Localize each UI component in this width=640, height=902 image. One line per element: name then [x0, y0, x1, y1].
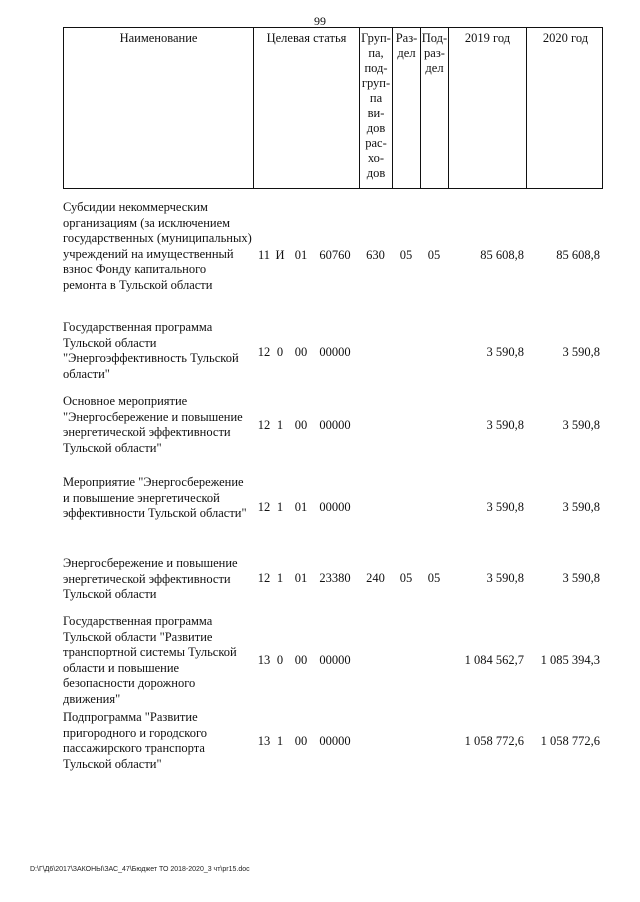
code-event: 00: [294, 418, 308, 432]
file-path-footer: D:\Г\Д6\2017\ЗАКОНЫ\ЗАС_47\Бюджет ТО 2018-2020_3 чт\pr15.doc: [30, 866, 250, 873]
group-code: 240: [366, 571, 385, 585]
header-name: Наименование: [64, 28, 254, 188]
header-group-line: Груп-: [361, 31, 391, 45]
section-code: 05: [399, 248, 413, 262]
header-section: [393, 28, 421, 188]
value-2020: 3 590,8: [562, 500, 600, 514]
value-2019: 85 608,8: [480, 248, 524, 262]
value-2019: 1 058 772,6: [464, 734, 524, 748]
row-name: Субсидии некоммерческим организациям (за исключением государственных (муниципальных) учреждений на имущественный взнос Фонду капитального ремонта в Тульской области: [63, 200, 252, 292]
header-section-line: Раз-: [395, 31, 418, 45]
code-event: 00: [294, 345, 308, 359]
header-target: Целевая статья: [254, 28, 360, 188]
table-header: [63, 27, 603, 189]
code-event: 01: [294, 248, 308, 262]
code-subprogram: 1: [276, 418, 284, 432]
code-program: 13: [257, 734, 271, 748]
row-name: Основное мероприятие "Энергосбережение и повышение энергетической эффективности Тульской области": [63, 394, 243, 455]
header-group-line: па,: [368, 46, 384, 60]
code-program: 12: [257, 418, 271, 432]
code-direction: 00000: [319, 653, 351, 667]
code-subprogram: И: [275, 248, 285, 262]
row-name: Государственная программа Тульской области "Энергоэффективность Тульской области": [63, 320, 239, 381]
header-2019: 2019 год: [449, 28, 527, 188]
header-group-line: дов: [366, 121, 386, 135]
group-code: 630: [366, 248, 385, 262]
row-name: Мероприятие "Энергосбережение и повышение энергетической эффективности Тульской области": [63, 475, 247, 520]
subsection-code: 05: [427, 248, 441, 262]
code-direction: 60760: [319, 248, 351, 262]
section-code: 05: [399, 571, 413, 585]
value-2020: 3 590,8: [562, 571, 600, 585]
code-direction: 00000: [319, 500, 351, 514]
header-subsection-line: раз-: [424, 46, 445, 60]
row-name: Подпрограмма "Развитие пригородного и городского пассажирского транспорта Тульской области": [63, 710, 208, 771]
header-section-line: дел: [397, 46, 416, 60]
code-direction: 00000: [319, 734, 351, 748]
code-direction: 00000: [319, 418, 351, 432]
code-subprogram: 1: [276, 571, 284, 585]
header-subsection-line: Под-: [421, 31, 448, 45]
header-group-line: рас-: [365, 136, 387, 150]
page-number: 99: [314, 14, 326, 28]
value-2020: 1 058 772,6: [540, 734, 600, 748]
header-group-line: под-: [364, 61, 388, 75]
header-group-line: дов: [366, 166, 386, 180]
code-program: 12: [257, 571, 271, 585]
code-program: 12: [257, 500, 271, 514]
code-subprogram: 0: [276, 345, 284, 359]
header-group: [360, 28, 393, 188]
value-2019: 1 084 562,7: [464, 653, 524, 667]
code-event: 00: [294, 653, 308, 667]
value-2020: 1 085 394,3: [540, 653, 600, 667]
subsection-code: 05: [427, 571, 441, 585]
code-program: 11: [257, 248, 271, 262]
header-group-line: хо-: [367, 151, 385, 165]
code-subprogram: 0: [276, 653, 284, 667]
code-program: 12: [257, 345, 271, 359]
header-subsection-line: дел: [425, 61, 444, 75]
code-subprogram: 1: [276, 734, 284, 748]
code-subprogram: 1: [276, 500, 284, 514]
value-2019: 3 590,8: [486, 500, 524, 514]
code-event: 01: [294, 571, 308, 585]
value-2020: 3 590,8: [562, 418, 600, 432]
value-2019: 3 590,8: [486, 571, 524, 585]
header-subsection: [421, 28, 449, 188]
value-2020: 85 608,8: [556, 248, 600, 262]
header-group-line: па ви-: [367, 91, 385, 120]
header-group-line: груп-: [361, 76, 391, 90]
value-2020: 3 590,8: [562, 345, 600, 359]
row-name: Энергосбережение и повышение энергетической эффективности Тульской области: [63, 556, 238, 601]
row-name: Государственная программа Тульской области "Развитие транспортной системы Тульской области и повышение безопасности дорожного движения": [63, 614, 237, 706]
code-direction: 00000: [319, 345, 351, 359]
header-2020: 2020 год: [542, 31, 589, 45]
code-event: 01: [294, 500, 308, 514]
code-program: 13: [257, 653, 271, 667]
code-event: 00: [294, 734, 308, 748]
code-direction: 23380: [319, 571, 351, 585]
value-2019: 3 590,8: [486, 345, 524, 359]
value-2019: 3 590,8: [486, 418, 524, 432]
